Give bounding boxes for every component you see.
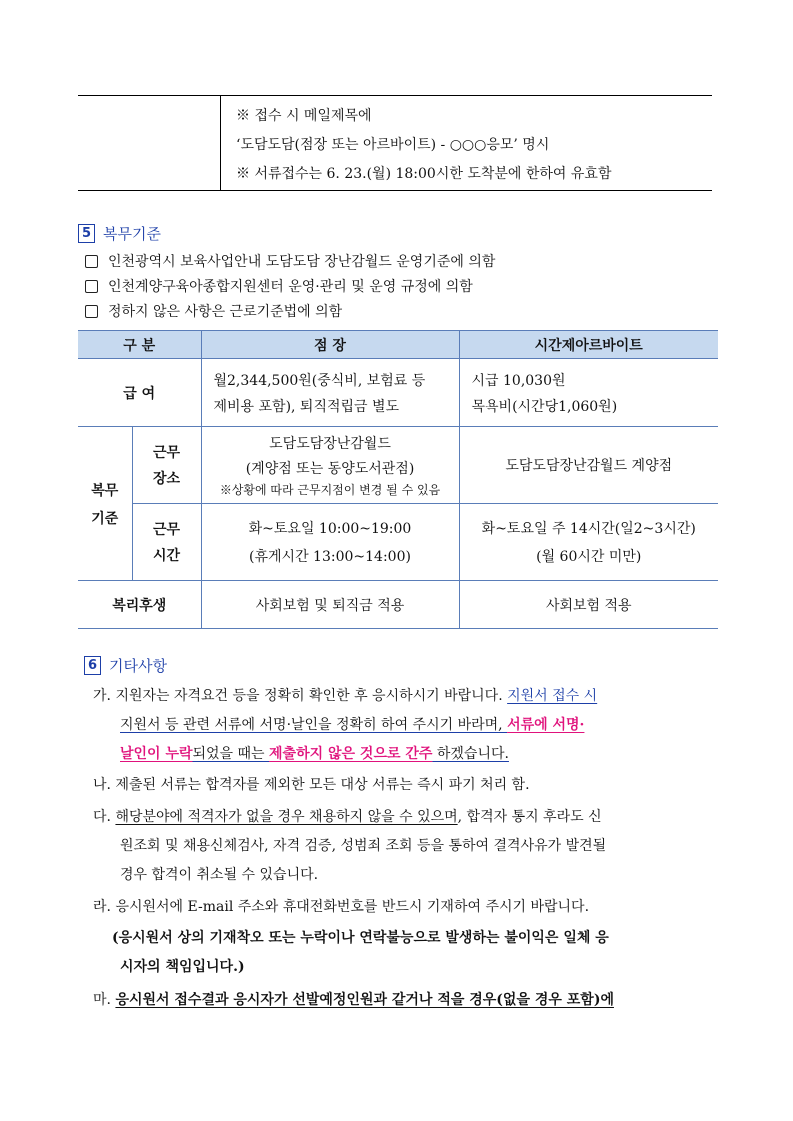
part-time-welfare: 사회보험 적용 [459, 581, 718, 629]
checkbox-square-icon [85, 255, 98, 268]
list-item: 인천계양구육아종합지원센터 운영·관리 및 운영 규정에 의함 [85, 276, 473, 296]
item-da-line3: 경우 합격이 취소될 수 있습니다. [120, 867, 319, 883]
manager-work-place: 도담도담장난감월드 (계양점 또는 동양도서관점) ※상황에 따라 근무지점이 변경 될 수 있음 [201, 427, 459, 504]
manager-work-time: 화~토요일 10:00~19:00 (휴게시간 13:00~14:00) [201, 504, 459, 581]
manager-welfare: 사회보험 및 퇴직금 적용 [201, 581, 459, 629]
duty-standard-table [78, 330, 718, 629]
table-row [78, 504, 718, 581]
item-ra-line1: 라. 응시원서에 E-mail 주소와 휴대전화번호를 반드시 기재하여 주시기 바랍니다. [93, 899, 590, 915]
item-da-line2: 원조회 및 채용신체검사, 자격 검증, 성범죄 조회 등을 통하여 결격사유가 발견될 [120, 838, 607, 854]
row-label-pay: 급 여 [78, 359, 201, 427]
checkbox-square-icon [85, 305, 98, 318]
header-category: 구 분 [78, 331, 201, 359]
item-na: 나. 제출된 서류는 합격자를 제외한 모든 대상 서류는 즉시 파기 처리 함. [93, 777, 530, 793]
row-label-work-place: 근무 장소 [132, 427, 201, 504]
table-header-row [78, 331, 718, 359]
item-ga-line3: 날인이 누락되었을 때는 제출하지 않은 것으로 간주 하겠습니다. [120, 746, 509, 762]
section-title: 복무기준 [103, 225, 161, 243]
table-row [78, 359, 718, 427]
part-time-work-time: 화~토요일 주 14시간(일2~3시간) (월 60시간 미만) [459, 504, 718, 581]
note-line: ※ 서류접수는 6. 23.(월) 18:00시한 도착분에 한하여 유효함 [236, 166, 612, 182]
header-manager: 점 장 [201, 331, 459, 359]
row-label-work-time: 근무 시간 [132, 504, 201, 581]
application-note-table [78, 95, 712, 191]
section-number: 5 [78, 224, 95, 243]
item-da-line1: 다. 해당분야에 적격자가 없을 경우 채용하지 않을 수 있으며, 합격자 통지 후라도 신 [93, 809, 602, 825]
part-time-pay: 시급 10,030원 목욕비(시간당1,060원) [459, 359, 718, 427]
list-item: 인천광역시 보육사업안내 도담도담 장난감월드 운영기준에 의함 [85, 251, 495, 271]
checkbox-square-icon [85, 280, 98, 293]
note-line: ※ 접수 시 메일제목에 [236, 108, 372, 124]
section-heading-duty [78, 223, 161, 244]
item-ra-line2: (응시원서 상의 기재착오 또는 누락이나 연락불능으로 발생하는 불이익은 일체 응 [112, 930, 609, 946]
row-label-duty: 복무 기준 [78, 427, 132, 581]
item-ra-line3: 시자의 책임입니다.) [120, 959, 245, 975]
section-heading-etc [84, 655, 167, 676]
part-time-work-place: 도담도담장난감월드 계양점 [459, 427, 718, 504]
item-ga-line1: 가. 지원자는 자격요건 등을 정확히 확인한 후 응시하시기 바랍니다. 지원서 접수 시 [93, 688, 598, 704]
item-ga-line2: 지원서 등 관련 서류에 서명·날인을 정확히 하여 주시기 바라며, 서류에 서명· [120, 717, 585, 733]
section-number: 6 [84, 656, 101, 675]
section-title: 기타사항 [109, 657, 167, 675]
row-label-welfare: 복리후생 [78, 581, 201, 629]
list-item: 정하지 않은 사항은 근로기준법에 의함 [85, 301, 342, 321]
item-ma-line1: 마. 응시원서 접수결과 응시자가 선발예정인원과 같거나 적을 경우(없을 경우 포함)에 [93, 992, 614, 1008]
note-line: ‘도담도담(점장 또는 아르바이트) - ○○○응모’ 명시 [236, 137, 550, 153]
table-row [78, 581, 718, 629]
table-row [78, 427, 718, 504]
table-divider [220, 96, 221, 190]
manager-pay: 월2,344,500원(중식비, 보험료 등 제비용 포함), 퇴직적립금 별도 [201, 359, 459, 427]
header-part-time: 시간제아르바이트 [459, 331, 718, 359]
